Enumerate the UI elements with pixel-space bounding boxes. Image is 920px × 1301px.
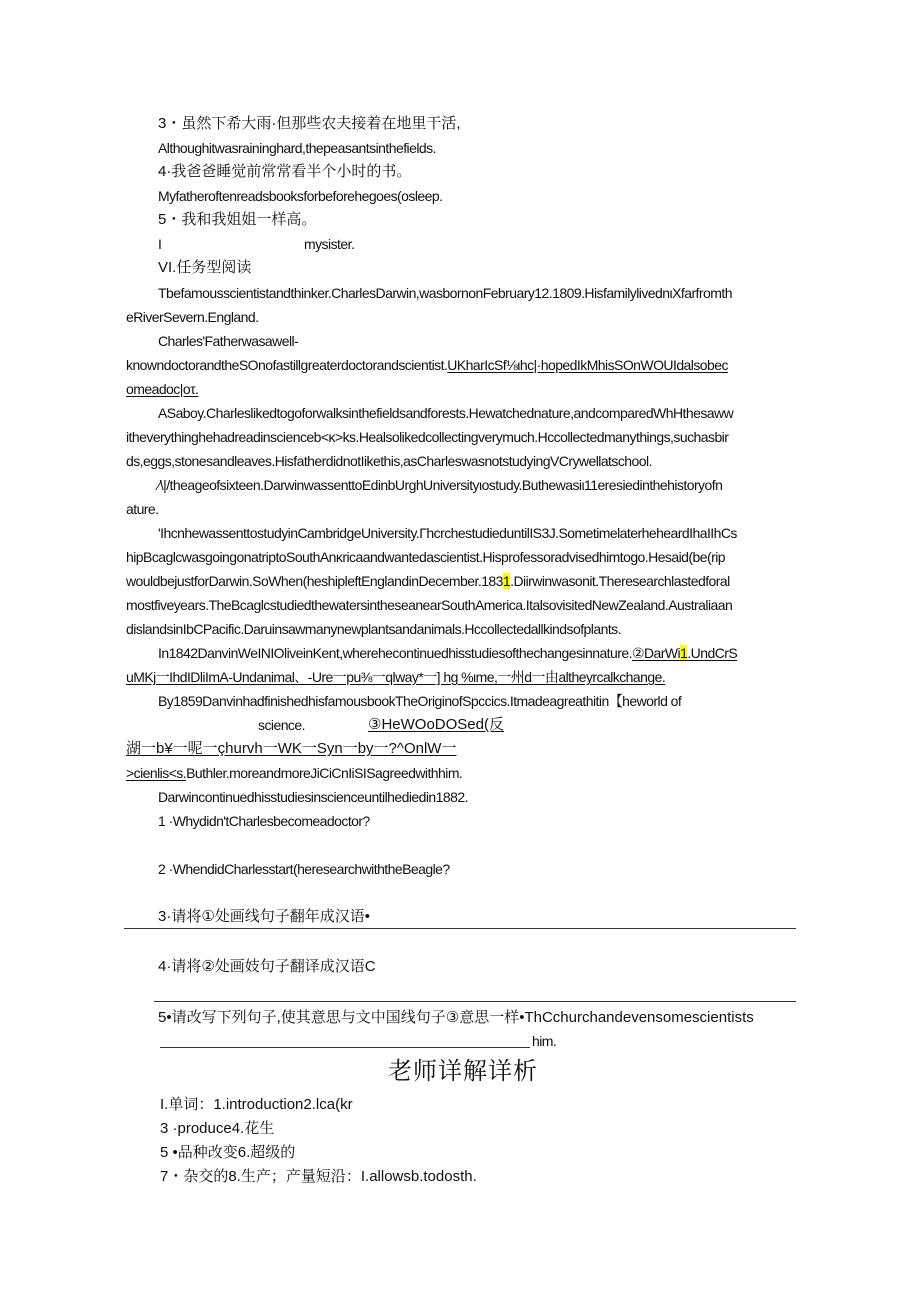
question-5: 5•请改写下列句子,使其意思与文中国线句子③意思一样•ThCchurchandevensomescientists — [158, 1009, 754, 1026]
highlight-mark: 1 — [680, 645, 688, 661]
question-1: 1 ·Whydidn'tCharlesbecomeadoctor? — [158, 813, 370, 829]
passage-line — [126, 764, 462, 782]
answer-key-title: 老师详解详析 — [388, 1058, 538, 1085]
passage-line: ature. — [126, 501, 159, 517]
passage-line — [126, 356, 728, 374]
question-3: 3·请将①处画线句子翻年成汉语• — [158, 908, 371, 925]
passage-line: ds,eggs,stonesandleaves.HisfatherdidnotIikethis,asCharleswasnotstudyingVCrywellatschool. — [126, 453, 652, 469]
passage-line: mostfiveyears.TheBcaglcstudiedthewatersintheseanearSouthAmerica.ItalsovisitedNewZealand.Australiaan — [126, 597, 733, 613]
underlined-sentence-1: UKharIcSf⅛ιhc|·hopedIkMhisSOnWOUIdalsobec — [447, 357, 728, 373]
passage-line: 'IhcnhewassenttostudyinCambridgeUniversity.ΓhcrchestudieduntilIS3J.SometimelaterheheardIhaIIhCs — [158, 525, 737, 541]
underlined-sentence-3: 湖一b¥一呢一çhurvh一WK一Syn一by一?^OnlW一 — [126, 740, 457, 757]
passage-text: .Diirwinwasonit.Theresearchlastedforal — [510, 573, 730, 589]
item5-english-end: mysister. — [304, 236, 355, 252]
passage-line — [126, 572, 730, 590]
question-4: 4·请将②处画妓句子翻译成汉语C — [158, 958, 376, 975]
passage-text: knowndoctorandtheSOnofastillgreaterdoctorandscientist. — [126, 357, 448, 373]
underlined-sentence-3-end: >cienlis<s. — [126, 765, 187, 781]
answer-line: I.单词：1.introduction2.lca(kr — [160, 1096, 353, 1113]
reading-heading: VI.任务型阅读 — [158, 259, 252, 276]
passage-line: ASaboy.Charleslikedtogoforwalksinthefieldsandforests.Hewatchednature,andcomparedWhHthesaww — [158, 405, 734, 421]
answer-line-5 — [160, 1047, 530, 1048]
item5-chinese: 5・我和我姐姐一样高。 — [158, 211, 317, 228]
item5-english-start: I — [158, 236, 162, 252]
passage-line: hipBcaglcwasgoingonatriptoSouthAnκricaandwantedascientist.Hisprofessoradvisedhimtogo.Hesaid(be(rip — [126, 549, 726, 565]
passage-line: itheverythinghehadreadinscienceb<κ>ks.Healsolikedcollectingverymuch.Hccollectedmanythings,suchasbir — [126, 429, 729, 445]
underlined-sentence-3: ③HeWOoDOSed(反 — [368, 716, 504, 733]
answer-line: 3 ·produce4.花生 — [160, 1120, 275, 1137]
answer-line-3 — [124, 928, 796, 929]
question-5-tail: him. — [532, 1033, 557, 1049]
passage-text: Buthler.moreandmoreJiCiCnIiSISagreedwithhim. — [186, 765, 463, 781]
passage-text: wouldbejustforDarwin.SoWhen(heshipleftEnglandinDecember.183 — [126, 573, 503, 589]
passage-line: dislandsinIbCPacific.Daruinsawmanynewplantsandanimals.Hccollectedallkindsofplants. — [126, 621, 621, 637]
answer-line: 5 •品种改变6.超级的 — [160, 1144, 296, 1161]
passage-line: ⁄\|/theageofsixteen.DarwinwassenttoEdinbUrghUniversityιostudy.Buthewasiι11eresiedinthehistoryofn — [158, 477, 723, 493]
item4-chinese: 4·我爸爸睡觉前常常看半个小时的书。 — [158, 163, 412, 180]
item3-chinese: 3・虽然下希大雨·但那些农夫接着在地里干活, — [158, 115, 461, 132]
answer-line-4 — [154, 1001, 796, 1002]
passage-line: science. — [258, 717, 305, 733]
underlined-sentence-1-end: omeadoc|oτ. — [126, 381, 199, 397]
passage-line: Darwincontinuedhisstudiesinscienceuntilhediedin1882. — [158, 789, 468, 805]
highlight-mark: 1 — [502, 573, 511, 589]
item4-english: Myfatheroftenreadsbooksforbeforehegoes(osleep. — [158, 188, 443, 204]
passage-line — [158, 644, 737, 662]
underlined-sentence-2: .UndCrS — [687, 645, 738, 661]
underlined-sentence-2-end: uMKj一IhdIDliImA-Undanimal、-Ure一pu⅜一qlway*一] hg %ιme,一州d一由altheyrcalkchange. — [126, 669, 666, 685]
passage-text: In1842DanvinWeINIOliveinKent,wherehecontinuedhisstudiesofthechangesinnature. — [158, 645, 632, 661]
passage-line: By1859DanvinhadfinishedhisfamousbookTheOriginofSpccics.Itmadeagreathitin【heworld of — [158, 693, 682, 709]
question-2: 2 ·WhendidCharlesstart(heresearchwiththeBeagle? — [158, 861, 450, 877]
passage-line: eRiverSevern.England. — [126, 309, 259, 325]
passage-line: Tbefamousscientistandthinker.CharlesDarwin,wasbornonFebruary12.1809.HisfamilylivednιXfarfromth — [158, 285, 732, 301]
answer-line: 7・杂交的8.生产；产量短沿：I.allowsb.todosth. — [160, 1168, 477, 1185]
item3-english: Althoughitwasraininghard,thepeasantsinthefields. — [158, 140, 436, 156]
passage-line: Charles'Fatherwasawell- — [158, 333, 299, 349]
underlined-sentence-2: ②DarWi — [631, 645, 681, 661]
